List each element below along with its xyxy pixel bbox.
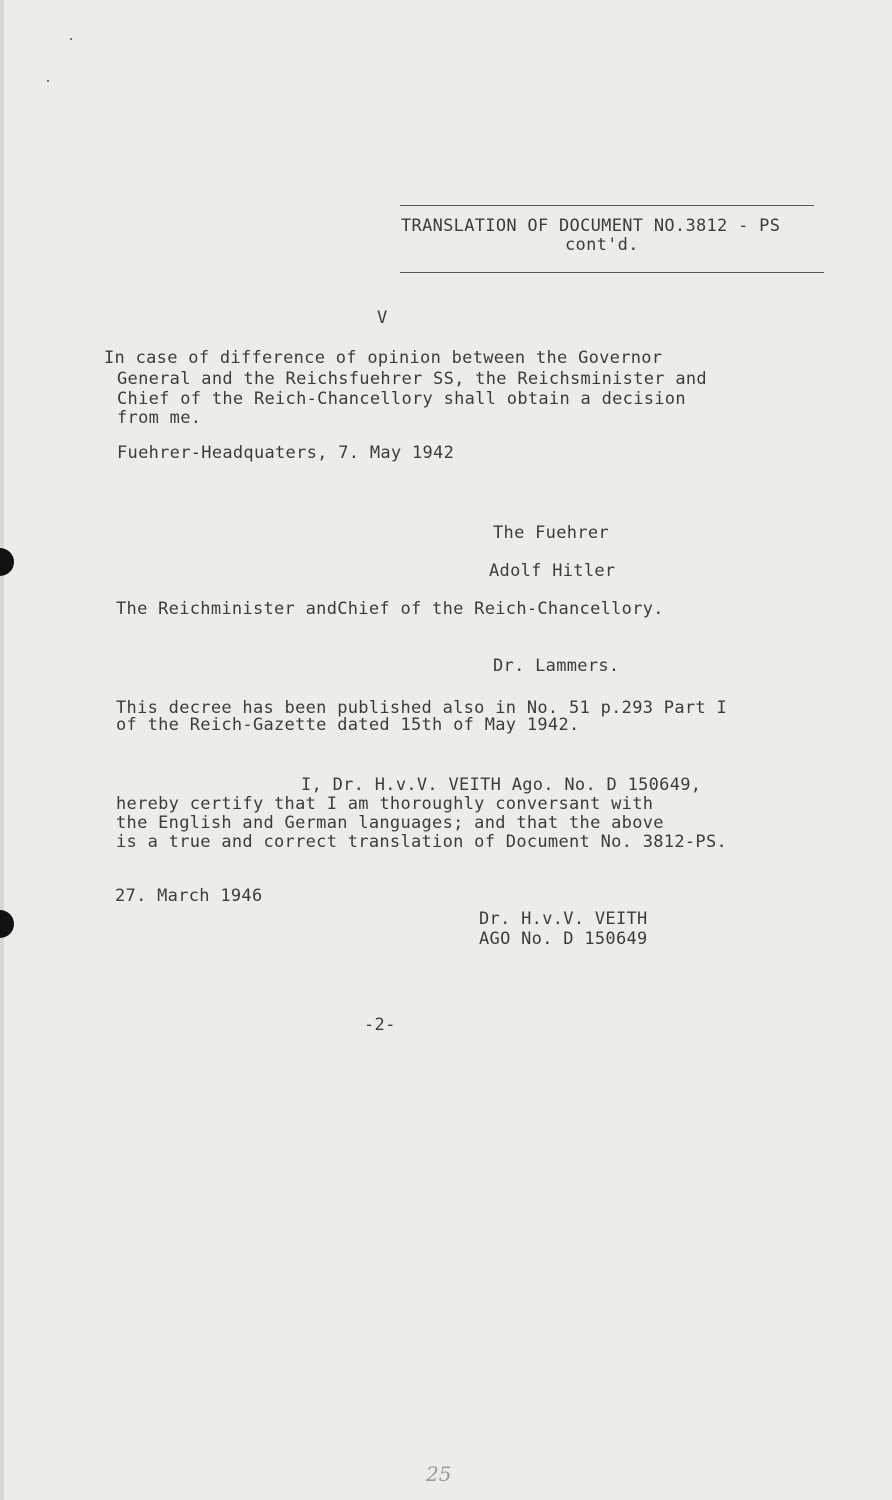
- header-rule-top: [400, 205, 814, 206]
- certification-date: 27. March 1946: [115, 886, 263, 906]
- section-numeral: V: [377, 308, 388, 328]
- document-subtitle: cont'd.: [565, 235, 639, 255]
- speck: [47, 80, 49, 82]
- signatory-name: Adolf Hitler: [489, 561, 616, 581]
- certification-line: the English and German languages; and that the above: [116, 813, 664, 833]
- publication-note-line: This decree has been published also in No. 51 p.293 Part I: [116, 698, 728, 718]
- minister-line: The Reichminister andChief of the Reich-Chancellory.: [116, 599, 664, 619]
- page-number: -2-: [364, 1015, 396, 1035]
- handwritten-page-number: 25: [426, 1462, 452, 1486]
- publication-note-line: of the Reich-Gazette dated 15th of May 1942.: [116, 715, 580, 735]
- paragraph-line: Chief of the Reich-Chancellory shall obtain a decision: [117, 389, 686, 409]
- certification-line: hereby certify that I am thoroughly conversant with: [116, 794, 654, 814]
- speck: [70, 38, 72, 40]
- certification-line: I, Dr. H.v.V. VEITH Ago. No. D 150649,: [301, 775, 702, 795]
- signatory-title: The Fuehrer: [493, 523, 609, 543]
- header-rule-bottom: [400, 272, 824, 273]
- page-edge: [0, 0, 4, 1500]
- translator-ago: AGO No. D 150649: [479, 929, 648, 949]
- minister-name: Dr. Lammers.: [493, 656, 620, 676]
- punch-hole: [0, 548, 14, 576]
- document-title: TRANSLATION OF DOCUMENT NO.3812 - PS: [401, 216, 781, 236]
- paragraph-line: from me.: [117, 408, 202, 428]
- certification-line: is a true and correct translation of Document No. 3812-PS.: [116, 832, 728, 852]
- place-date: Fuehrer-Headquaters, 7. May 1942: [117, 443, 455, 463]
- paragraph-line: In case of difference of opinion between the Governor: [104, 348, 663, 368]
- translator-name: Dr. H.v.V. VEITH: [479, 909, 648, 929]
- paragraph-line: General and the Reichsfuehrer SS, the Reichsminister and: [117, 369, 707, 389]
- punch-hole: [0, 910, 14, 938]
